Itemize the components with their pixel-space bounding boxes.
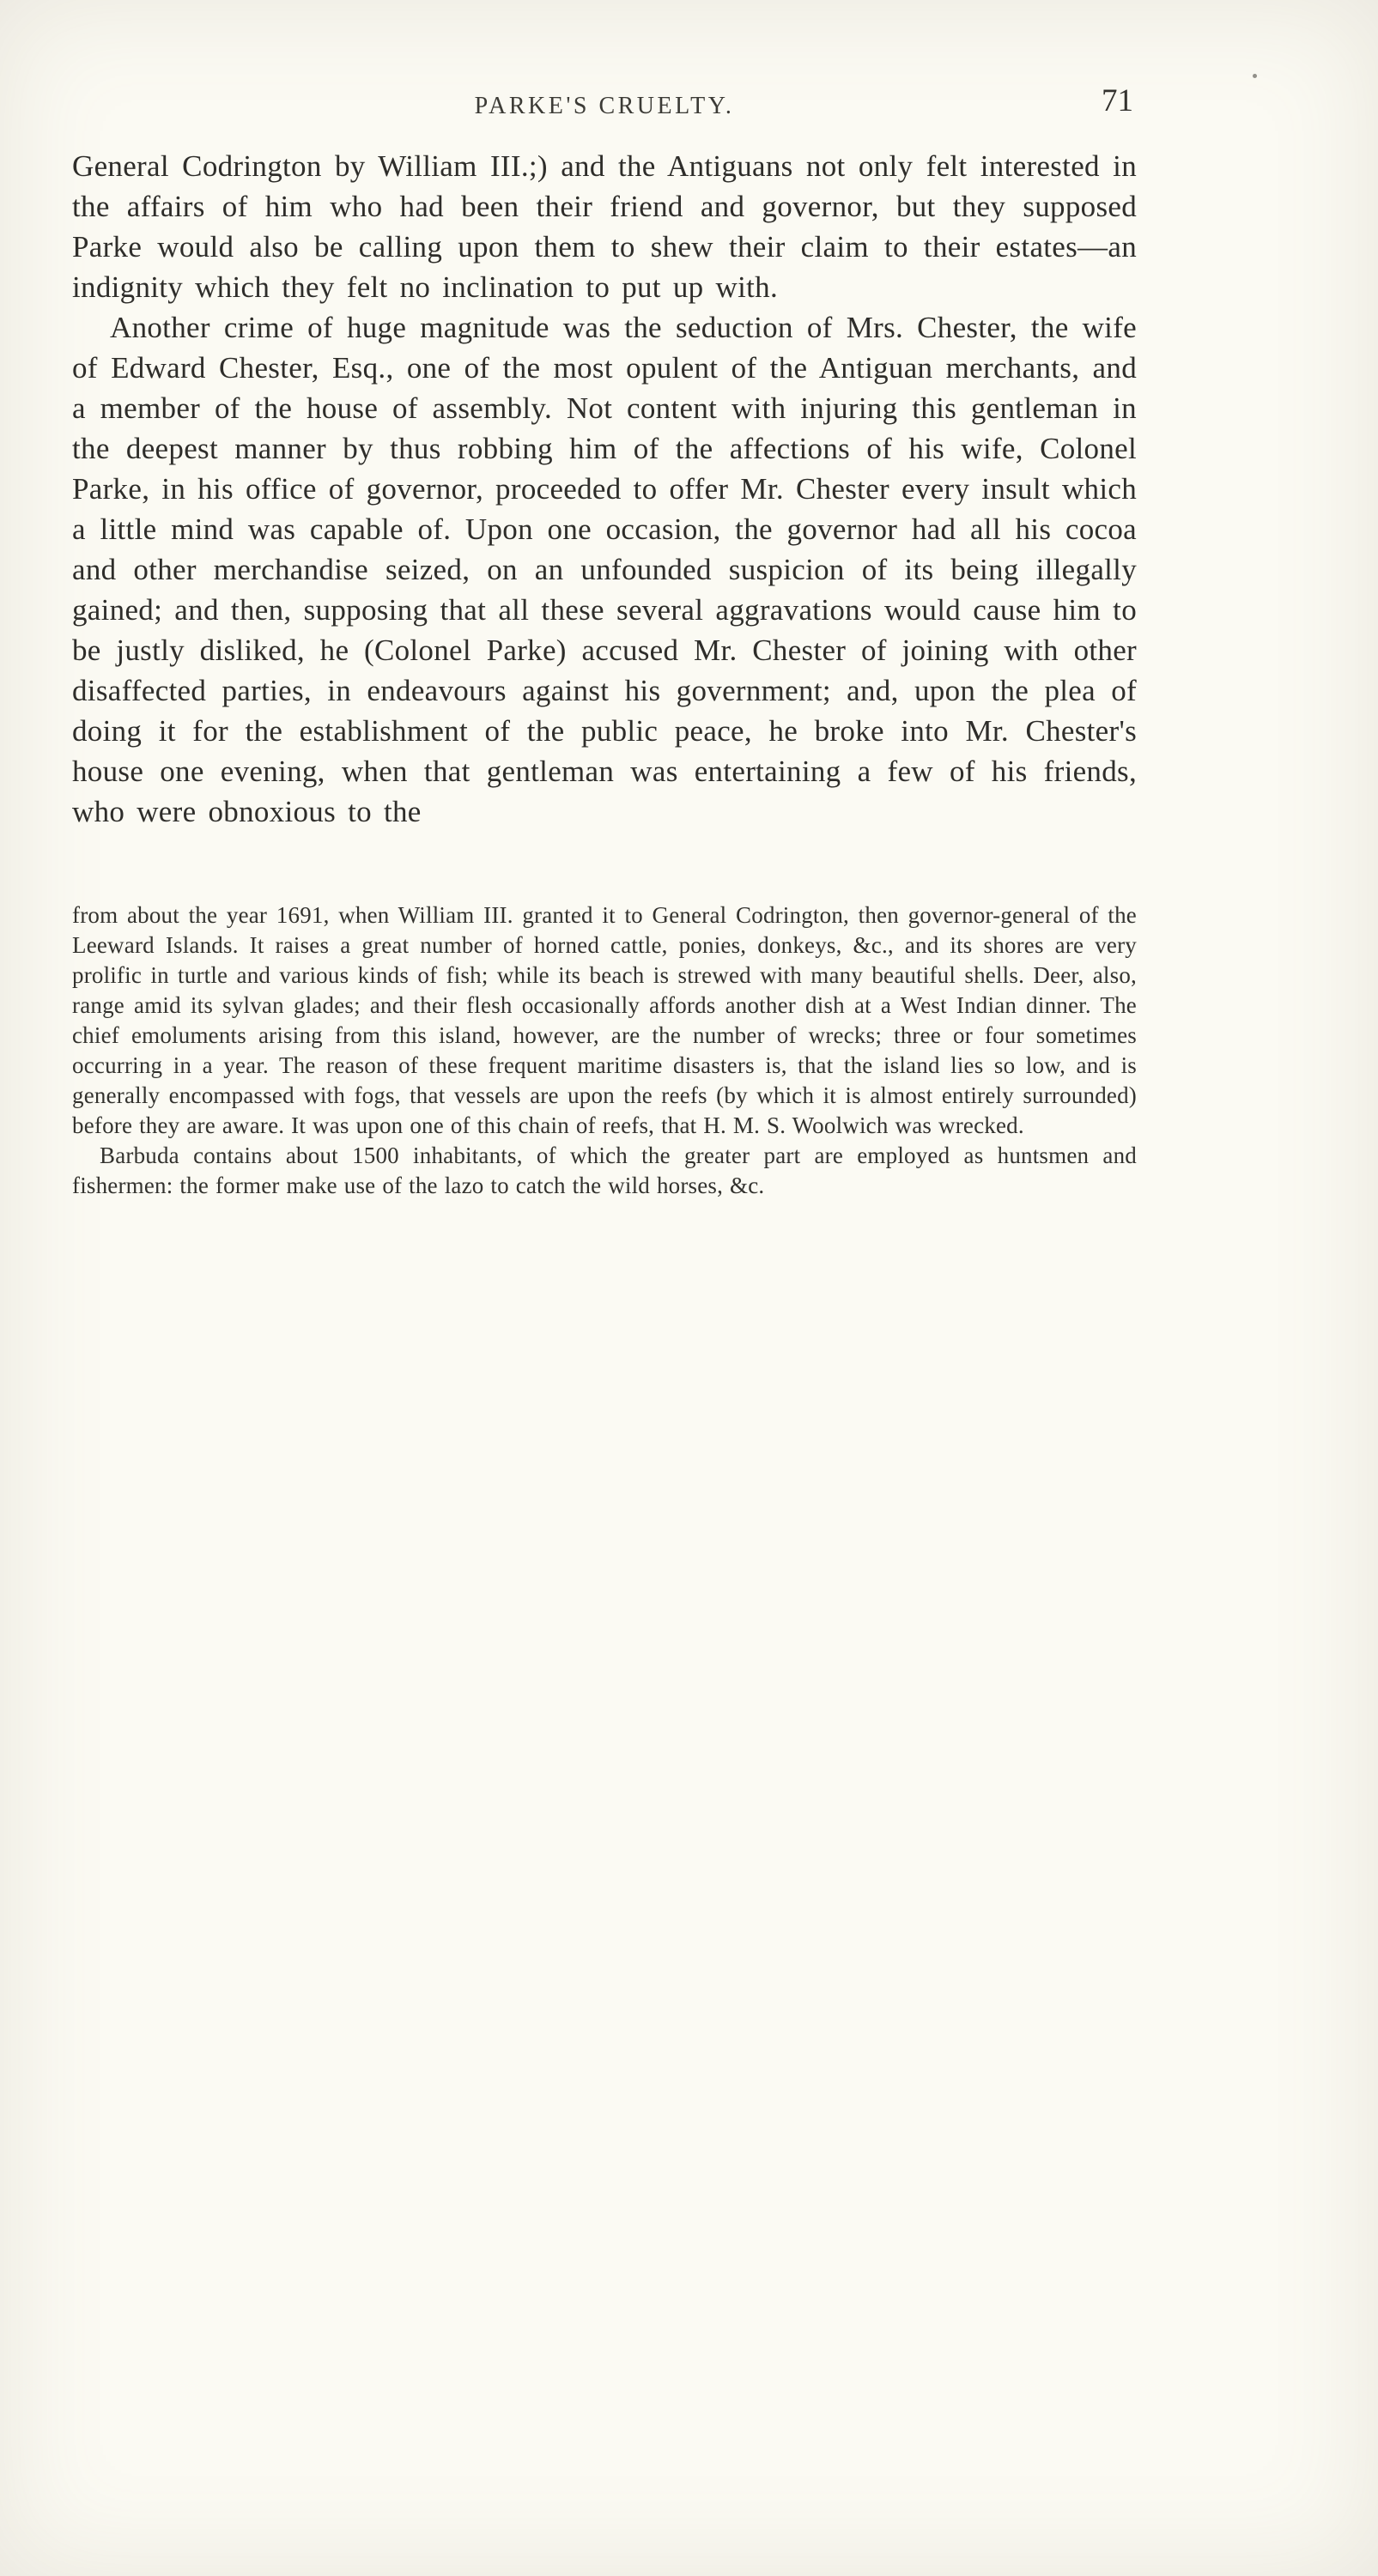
page-number: 71 xyxy=(1102,83,1133,118)
running-header xyxy=(72,82,1137,130)
paragraph: Barbuda contains about 1500 inhabitants, of which the greater part are employed as huntsmen and fishermen: the former make use of the lazo to catch the wild horses, &c. xyxy=(72,1143,1137,1198)
footnote-text xyxy=(72,900,1137,1201)
page-title: PARKE'S CRUELTY. xyxy=(474,93,735,119)
paragraph: Another crime of huge magnitude was the seduction of Mrs. Chester, the wife of Edward Chester, Esq., one of the most opulent of the Antiguan merchants, and a member of the house of assembly. Not content with injuring this gentleman in the deepest manner by thus robbing him of the affections of his wife, Colonel Parke, in his office of governor, proceeded to offer Mr. Chester every insult which a little mind was capable of. Upon one occasion, the governor had all his cocoa and other merchandise seized, on an unfounded suspicion of its being illegally gained; and then, supposing that all these several aggravations would cause him to be justly disliked, he (Colonel Parke) accused Mr. Chester of joining with other disaffected parties, in endeavours against his government; and, upon the plea of doing it for the establishment of the public peace, he broke into Mr. Chester's house one evening, when that gentleman was entertaining a few of his friends, who were obnoxious to the xyxy=(72,311,1137,828)
scan-artifact xyxy=(1253,74,1257,78)
paragraph: from about the year 1691, when William III. granted it to General Codrington, then governor-general of the Leeward Islands. It raises a great number of horned cattle, ponies, donkeys, &c., and its shores are very prolific in turtle and various kinds of fish; while its beach is strewed with many beautiful shells. Deer, also, range amid its sylvan glades; and their flesh occasionally affords another dish at a West Indian dinner. The chief emoluments arising from this island, however, are the number of wrecks; three or four sometimes occurring in a year. The reason of these frequent maritime disasters is, that the island lies so low, and is generally encompassed with fogs, that vessels are upon the reefs (by which it is almost entirely surrounded) before they are aware. It was upon one of this chain of reefs, that H. M. S. Woolwich was wrecked. xyxy=(72,902,1137,1138)
main-text xyxy=(72,146,1137,832)
page-content xyxy=(72,82,1137,1201)
paragraph: General Codrington by William III.;) and the Antiguans not only felt interested in the affairs of him who had been their friend and governor, but they supposed Parke would also be calling upon them to shew their claim to their estates—an indignity which they felt no inclination to put up with. xyxy=(72,149,1137,304)
